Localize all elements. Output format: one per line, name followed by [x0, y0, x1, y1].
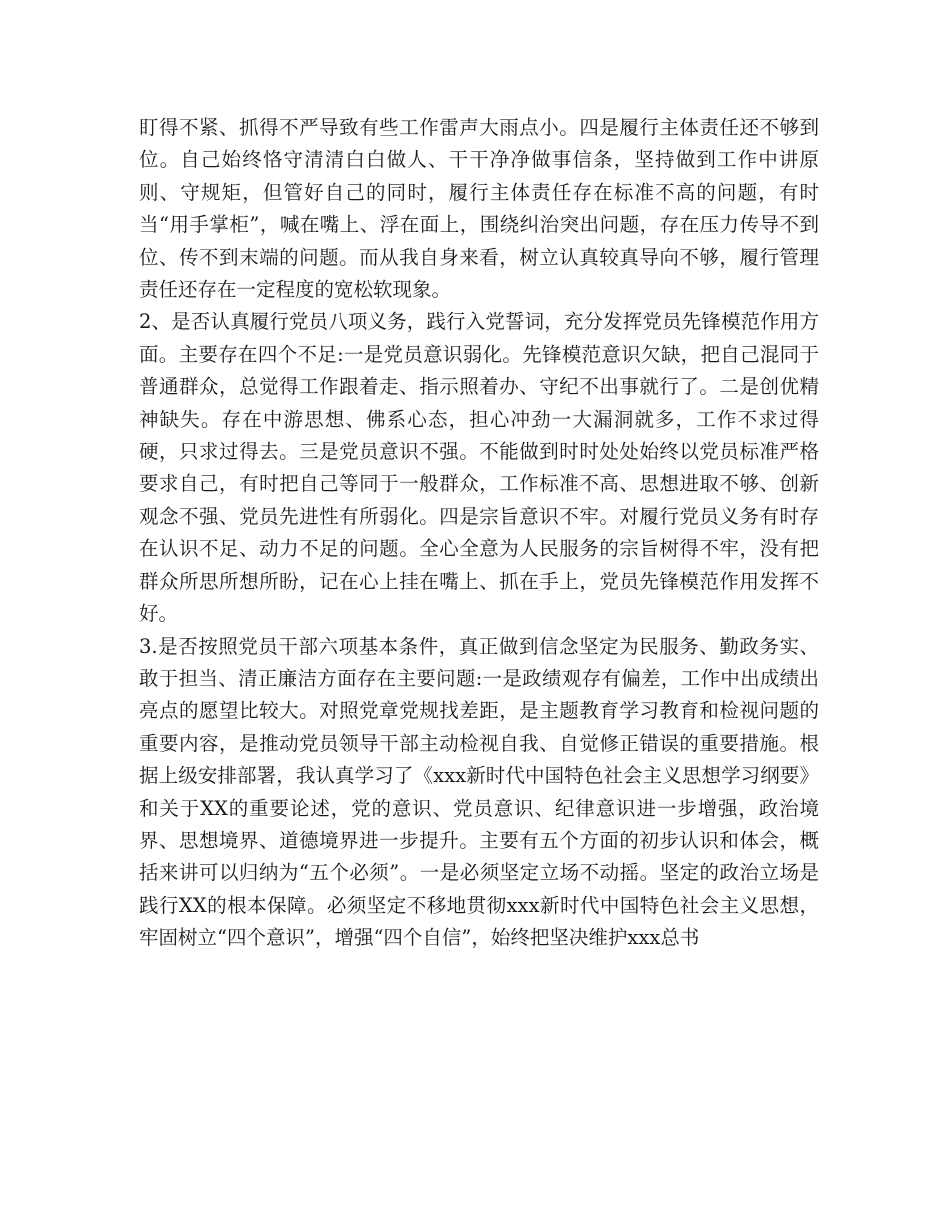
- paragraph-item-2: 2、是否认真履行党员八项义务，践行入党誓词，充分发挥党员先锋模范作用方面。主要存在四个不足:一是党员意识弱化。先锋模范意识欠缺，把自己混同于普通群众，总觉得工作跟着走、指示照着办、守纪不出事就行了。二是创优精神缺失。存在中游思想、佛系心态，担心冲劲一大漏洞就多，工作不求过得硬，只求过得去。三是党员意识不强。不能做到时时处处始终以党员标准严格要求自己，有时把自己等同于一般群众，工作标准不高、思想进取不够、创新观念不强、党员先进性有所弱化。四是宗旨意识不牢。对履行党员义务有时存在认识不足、动力不足的问题。全心全意为人民服务的宗旨树得不牢，没有把群众所思所想所盼，记在心上挂在嘴上、抓在手上，党员先锋模范作用发挥不好。: [139, 310, 819, 626]
- document-body: [139, 112, 819, 955]
- paragraph-continuation: 盯得不紧、抓得不严导致有些工作雷声大雨点小。四是履行主体责任还不够到位。自己始终恪守清清白白做人、干干净净做事信条，坚持做到工作中讲原则、守规矩，但管好自己的同时，履行主体责任存在标准不高的问题，有时当“用手掌柜”，喊在嘴上、浮在面上，围绕纠治突出问题，存在压力传导不到位、传不到末端的问题。而从我自身来看，树立认真较真导向不够，履行管理责任还存在一定程度的宽松软现象。: [139, 116, 819, 302]
- paragraph-item-3: 3.是否按照党员干部六项基本条件，真正做到信念坚定为民服务、勤政务实、敢于担当、清正廉洁方面存在主要问题:一是政绩观存有偏差，工作中出成绩出亮点的愿望比较大。对照党章党规找差距，是主题教育学习教育和检视问题的重要内容，是推动党员领导干部主动检视自我、自觉修正错误的重要措施。根据上级安排部署，我认真学习了《xxx新时代中国特色社会主义思想学习纲要》和关于XX的重要论述，党的意识、党员意识、纪律意识进一步增强，政治境界、思想境界、道德境界进一步提升。主要有五个方面的初步认识和体会，概括来讲可以归纳为“五个必须”。一是必须坚定立场不动摇。坚定的政治立场是践行XX的根本保障。必须坚定不移地贯彻xxx新时代中国特色社会主义思想，牢固树立“四个意识”，增强“四个自信”，始终把坚决维护xxx总书: [139, 634, 819, 950]
